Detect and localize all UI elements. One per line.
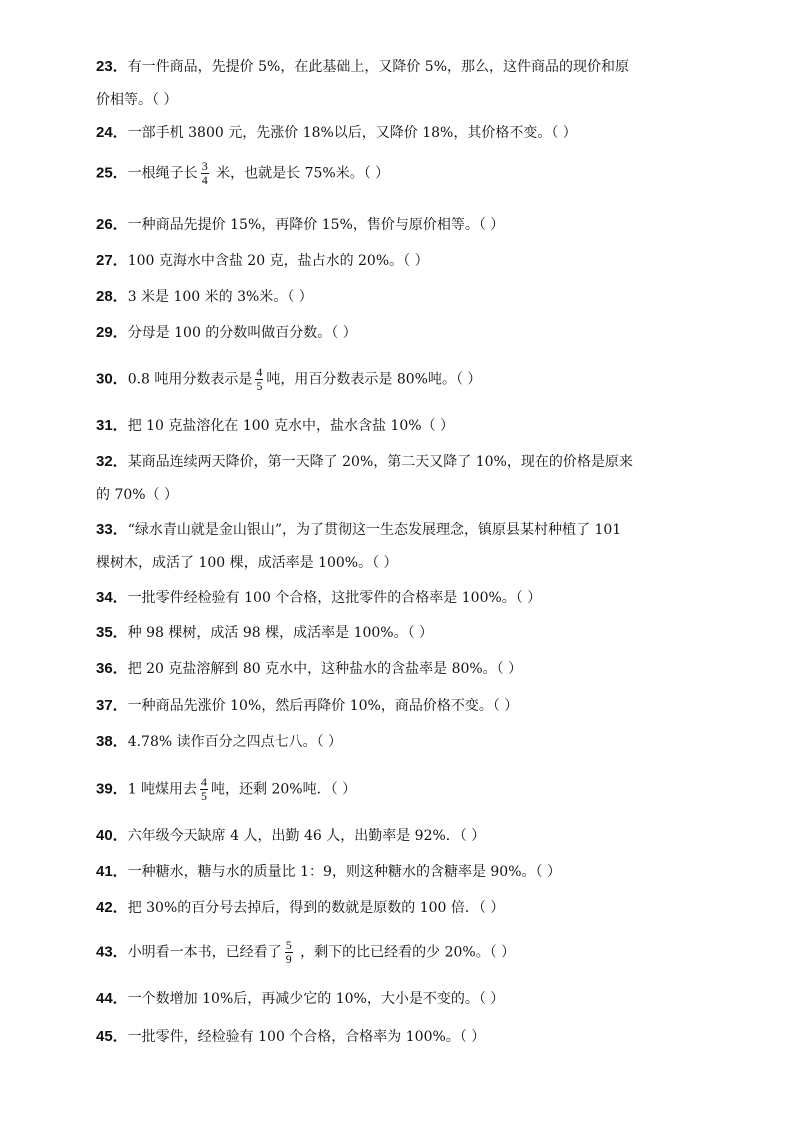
question-text: 一种糖水，糖与水的质量比 1：9，则这种糖水的含糖率是 90%。（ ） [127,864,561,880]
question-33: 33．“绿水青山就是金山银山”，为了贯彻这一生态发展理念，镇原县某村种植了 101 [96,521,622,538]
question-text: 把 10 克盐溶化在 100 克水中，盐水含盐 10%（ ） [127,418,455,434]
question-25: 25．一根绳子长 $\frac{3}{4}$ 米，也就是长 75%米。（ ） [96,159,390,187]
question-text: 一批零件经检验有 100 个合格，这批零件的合格率是 100%。（ ） [127,590,542,606]
question-text: 分母是 100 的分数叫做百分数。（ ） [127,325,357,341]
question-23: 23．有一件商品，先提价 5%，在此基础上，又降价 5%，那么，这件商品的现价和原 [96,58,630,75]
question-text: 4.78% 读作百分之四点七八。（ ） [127,734,343,750]
question-32-continued: 的 70%（ ） [96,487,179,503]
question-text: 某商品连续两天降价，第一天降了 20%，第二天又降了 10%，现在的价格是原来 [127,454,633,470]
question-text: 六年级今天缺席 4 人，出勤 46 人，出勤率是 92%．（ ） [127,828,486,844]
question-text: 100 克海水中含盐 20 克，盐占水的 20%。（ ） [127,253,429,269]
question-26: 26．一种商品先提价 15%，再降价 15%，售价与原价相等。（ ） [96,216,505,233]
question-36: 36．把 20 克盐溶解到 80 克水中，这种盐水的含盐率是 80%。（ ） [96,660,523,677]
question-text: “绿水青山就是金山银山”，为了贯彻这一生态发展理念，镇原县某村种植了 101 [127,522,622,538]
question-28: 28．3 米是 100 米的 3%米。（ ） [96,288,313,305]
question-text: 把 30%的百分号去掉后，得到的数就是原数的 100 倍．（ ） [127,900,505,916]
question-38: 38．4.78% 读作百分之四点七八。（ ） [96,733,343,750]
fraction: $\frac{4}{5}$ [256,365,263,393]
fraction: $\frac{4}{5}$ [201,775,208,803]
question-text: 种 98 棵树，成活 98 棵，成活率是 100%。（ ） [127,625,434,641]
question-35: 35．种 98 棵树，成活 98 棵，成活率是 100%。（ ） [96,624,434,641]
question-30: 30．0.8 吨用分数表示是 $\frac{4}{5}$ 吨，用百分数表示是 80%吨。（ ） [96,365,482,393]
fraction: $\frac{3}{4}$ [201,159,208,187]
question-34: 34．一批零件经检验有 100 个合格，这批零件的合格率是 100%。（ ） [96,589,542,606]
fraction: $\frac{5}{9}$ [285,938,292,966]
question-43: 43．小明看一本书，已经看了 $\frac{5}{9}$ ，剩下的比已经看的少 20%。（ ） [96,938,516,966]
question-45: 45．一批零件，经检验有 100 个合格，合格率为 100%。（ ） [96,1028,486,1045]
question-text: 一个数增加 10%后，再减少它的 10%，大小是不变的。（ ） [127,991,505,1007]
question-32: 32．某商品连续两天降价，第一天降了 20%，第二天又降了 10%，现在的价格是原来 [96,453,633,470]
question-24: 24．一部手机 3800 元，先涨价 18%以后，又降价 18%，其价格不变。（ ） [96,124,577,141]
question-text: 一批零件，经检验有 100 个合格，合格率为 100%。（ ） [127,1029,486,1045]
question-42: 42．把 30%的百分号去掉后，得到的数就是原数的 100 倍．（ ） [96,899,505,916]
question-text: 有一件商品，先提价 5%，在此基础上，又降价 5%，那么，这件商品的现价和原 [127,59,630,75]
question-23-continued: 价相等。（ ） [96,92,178,108]
question-33-continued: 棵树木，成活了 100 棵，成活率是 100%。（ ） [96,555,398,571]
question-text: 一种商品先涨价 10%，然后再降价 10%，商品价格不变。（ ） [127,698,519,714]
question-text: 一种商品先提价 15%，再降价 15%，售价与原价相等。（ ） [127,217,505,233]
question-39: 39．1 吨煤用去 $\frac{4}{5}$ 吨，还剩 20%吨．（ ） [96,775,357,803]
question-text: 3 米是 100 米的 3%米。（ ） [127,289,313,305]
question-27: 27．100 克海水中含盐 20 克，盐占水的 20%。（ ） [96,252,429,269]
question-29: 29．分母是 100 的分数叫做百分数。（ ） [96,324,357,341]
question-text: 一部手机 3800 元，先涨价 18%以后，又降价 18%，其价格不变。（ ） [127,125,577,141]
question-37: 37．一种商品先涨价 10%，然后再降价 10%，商品价格不变。（ ） [96,697,519,714]
question-31: 31．把 10 克盐溶化在 100 克水中，盐水含盐 10%（ ） [96,417,455,434]
question-41: 41．一种糖水，糖与水的质量比 1：9，则这种糖水的含糖率是 90%。（ ） [96,863,561,880]
question-44: 44．一个数增加 10%后，再减少它的 10%，大小是不变的。（ ） [96,990,505,1007]
question-text: 把 20 克盐溶解到 80 克水中，这种盐水的含盐率是 80%。（ ） [127,661,523,677]
question-40: 40．六年级今天缺席 4 人，出勤 46 人，出勤率是 92%．（ ） [96,827,486,844]
